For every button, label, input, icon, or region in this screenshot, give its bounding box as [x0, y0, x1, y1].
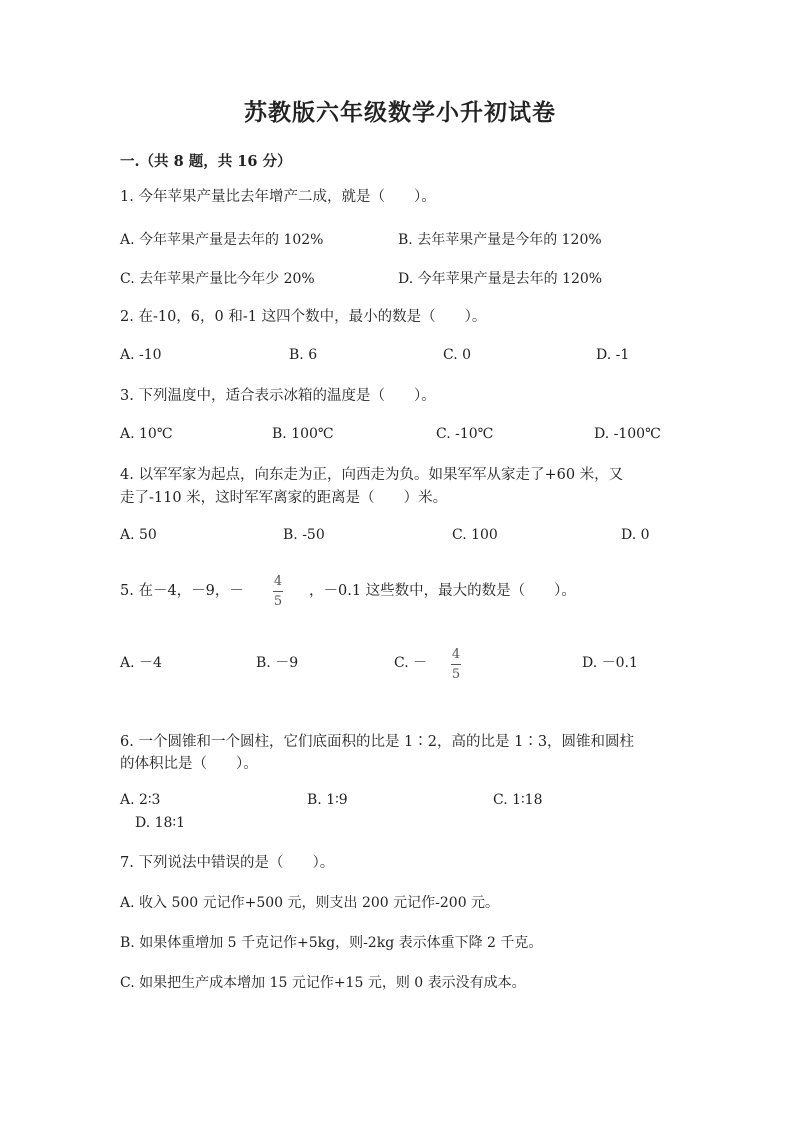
fraction-denominator: 5 — [451, 667, 461, 682]
question-4-option-d[interactable]: D. 0 — [621, 527, 650, 543]
question-6-option-a[interactable]: A. 2∶3 — [120, 792, 161, 808]
question-7-option-a[interactable]: A. 收入 500 元记作+500 元，则支出 200 元记作-200 元。 — [120, 895, 500, 911]
question-1-option-c[interactable]: C. 去年苹果产量比今年少 20% — [120, 271, 315, 287]
question-4-option-a[interactable]: A. 50 — [120, 527, 157, 543]
question-3-option-a[interactable]: A. 10℃ — [120, 426, 173, 442]
fraction-denominator: 5 — [273, 594, 283, 609]
question-3-option-d[interactable]: D. -100℃ — [594, 426, 661, 442]
question-2-option-b[interactable]: B. 6 — [289, 347, 318, 363]
section-heading: 一.（共 8 题，共 16 分） — [120, 153, 292, 170]
question-2-option-c[interactable]: C. 0 — [443, 347, 472, 363]
fraction-bar — [273, 591, 283, 592]
question-1-option-a[interactable]: A. 今年苹果产量是去年的 102% — [120, 232, 324, 248]
question-7-option-b[interactable]: B. 如果体重增加 5 千克记作+5kg，则-2kg 表示体重下降 2 千克。 — [120, 935, 543, 951]
question-4-option-b[interactable]: B. -50 — [283, 527, 325, 543]
fraction-numerator: 4 — [273, 574, 283, 589]
question-6-stem-line-1: 6. 一个圆锥和一个圆柱，它们底面积的比是 1∶2，高的比是 1∶3，圆锥和圆柱 — [120, 734, 635, 750]
question-5-option-d[interactable]: D. －0.1 — [582, 655, 638, 671]
question-4-stem-line-2: 走了-110 米，这时军军离家的距离是（ ）米。 — [120, 490, 448, 506]
fraction-numerator: 4 — [451, 647, 461, 662]
question-2-option-d[interactable]: D. -1 — [596, 347, 630, 363]
question-5-stem-fraction — [273, 574, 283, 609]
question-5-option-c[interactable]: C. － — [394, 655, 428, 671]
fraction-bar — [451, 664, 461, 665]
exam-title: 苏教版六年级数学小升初试卷 — [244, 99, 556, 126]
question-3-option-c[interactable]: C. -10℃ — [436, 426, 494, 442]
question-5-option-b[interactable]: B. －9 — [256, 655, 299, 671]
question-3-option-b[interactable]: B. 100℃ — [272, 426, 334, 442]
question-7-stem: 7. 下列说法中错误的是（ ）。 — [120, 855, 335, 871]
question-5-option-c-fraction — [451, 647, 461, 682]
question-2-stem: 2. 在-10，6，0 和-1 这四个数中，最小的数是（ ）。 — [120, 309, 487, 325]
question-5-stem-part-2: ，－0.1 这些数中，最大的数是（ ）。 — [309, 583, 576, 599]
question-3-stem: 3. 下列温度中，适合表示冰箱的温度是（ ）。 — [120, 388, 436, 404]
question-6-stem-line-2: 的体积比是（ ）。 — [120, 756, 258, 772]
question-5-option-a[interactable]: A. －4 — [120, 655, 162, 671]
question-2-option-a[interactable]: A. -10 — [120, 347, 162, 363]
question-6-option-d[interactable]: D. 18∶1 — [135, 815, 185, 831]
question-6-option-c[interactable]: C. 1∶18 — [493, 792, 543, 808]
question-7-option-c[interactable]: C. 如果把生产成本增加 15 元记作+15 元，则 0 表示没有成本。 — [120, 975, 526, 991]
question-1-stem: 1. 今年苹果产量比去年增产二成，就是（ ）。 — [120, 189, 436, 205]
question-1-option-d[interactable]: D. 今年苹果产量是去年的 120% — [398, 271, 603, 287]
question-1-option-b[interactable]: B. 去年苹果产量是今年的 120% — [398, 232, 602, 248]
question-6-option-b[interactable]: B. 1∶9 — [307, 792, 348, 808]
question-5-stem-part-1: 5. 在－4，－9，－ — [120, 583, 244, 599]
question-4-stem-line-1: 4. 以军军家为起点，向东走为正，向西走为负。如果军军从家走了+60 米，又 — [120, 467, 624, 483]
question-4-option-c[interactable]: C. 100 — [452, 527, 498, 543]
